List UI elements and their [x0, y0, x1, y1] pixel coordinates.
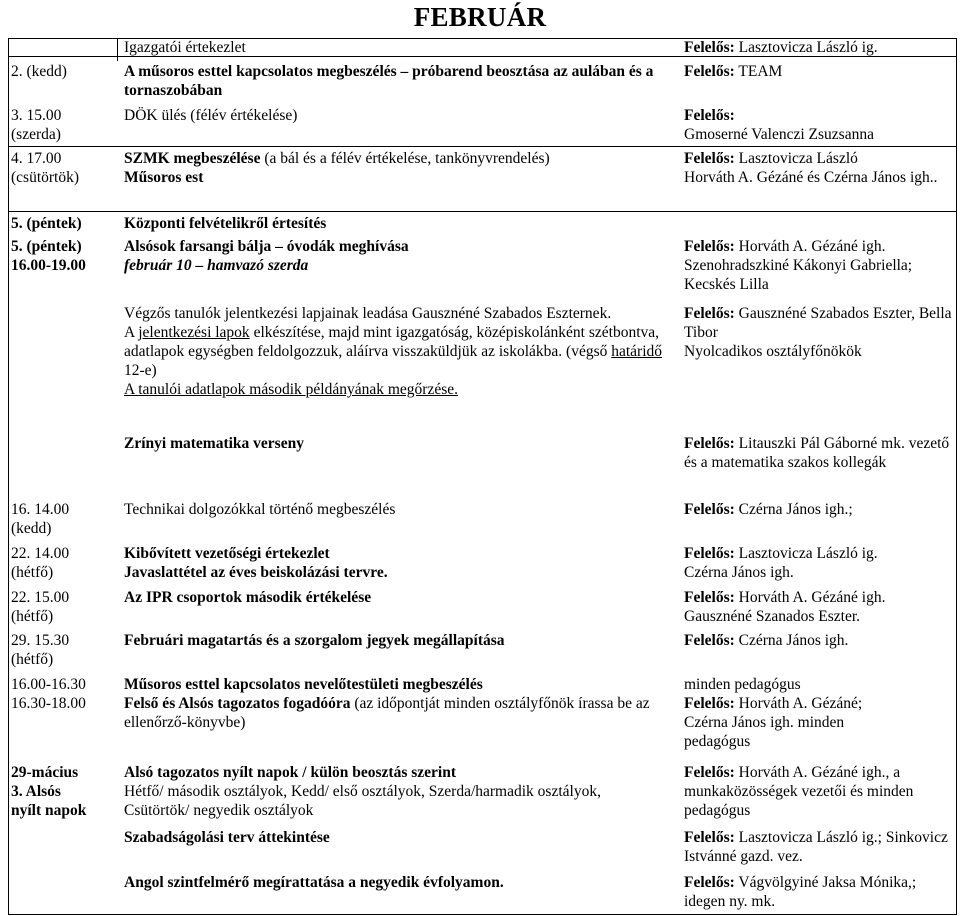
row-11-responsible: Felelős: Horváth A. Gézáné igh. Gausznéné Szanados Eszter. — [684, 589, 886, 625]
row-11-event: Az IPR csoportok második értékelése — [124, 589, 372, 606]
row-12-date: 29. 15.30 (hétfő) — [11, 632, 70, 668]
row-5-event: Központi felvételikről értesítés — [124, 215, 327, 232]
row-12-responsible-2: minden pedagógus Felelős: Horváth A. Gézáné; Czérna János igh. minden pedagógus — [684, 676, 863, 750]
row-10-date: 22. 14.00 (hétfő) — [11, 545, 70, 581]
row-15-responsible: Felelős: Vágvölgyiné Jaksa Mónika,; idegen ny. mk. — [684, 874, 917, 910]
row-13-event: Alsó tagozatos nyílt napok / külön beosztás szerint Hétfő/ második osztályok, Kedd/ első osztályok, Szerda/harmadik osztályok, Csütörtök/ negyedik osztályok — [124, 764, 601, 819]
row-divider — [8, 211, 956, 212]
row-9-date: 16. 14.00 (kedd) — [11, 501, 70, 537]
row-10-responsible: Felelős: Lasztovicza László ig. Czérna János igh. — [684, 545, 878, 581]
row-14-responsible: Felelős: Lasztovicza László ig.; Sinkovicz Istvánné gazd. vez. — [684, 829, 948, 865]
row-9-responsible: Felelős: Czérna János igh.; — [684, 501, 853, 518]
row-9-event: Technikai dolgozókkal történő megbeszélés — [124, 501, 396, 518]
row-4-date: 4. 17.00 (csütörtök) — [11, 150, 80, 186]
row-4-event: SZMK megbeszélése (a bál és a félév értékelése, tankönyvrendelés) Műsoros est — [124, 150, 550, 186]
row-2-responsible: Felelős: TEAM — [684, 63, 783, 80]
row-3-event: DÖK ülés (félév értékelése) — [124, 107, 298, 124]
table-border-left — [8, 38, 9, 915]
row-8-responsible: Felelős: Litauszki Pál Gáborné mk. vezető és a matematika szakos kollegák — [684, 435, 950, 471]
row-12-responsible: Felelős: Czérna János igh. — [684, 632, 849, 649]
responsible-label: Felelős: — [684, 39, 735, 56]
row-4-responsible: Felelős: Lasztovicza László Horváth A. Gézáné és Czérna János igh.. — [684, 150, 938, 186]
row-7-responsible: Felelős: Gausznéné Szabados Eszter, Bella Tibor Nyolcadikos osztályfőnökök — [684, 305, 952, 360]
page-title: FEBRUÁR — [413, 2, 547, 32]
row-5-date: 5. (péntek) — [11, 215, 82, 232]
row-11-date: 22. 15.00 (hétfő) — [11, 589, 70, 625]
row-2-event: A műsoros esttel kapcsolatos megbeszélés – próbarend beosztása az aulában és a tornaszobában — [124, 63, 654, 99]
row-7-event: Végzős tanulók jelentkezési lapjainak leadása Gausznéné Szabados Eszternek. A jelentkezési lapok elkészítése, majd mint igazgatóság, középiskolánként szétbontva, adatlapok egységben feldolgozzuk, aláírva visszaküldjük az iskolákba. (végső határidő 12-e) A tanulói adatlapok második példányának megőrzése. — [124, 305, 663, 398]
row-13-responsible: Felelős: Horváth A. Gézáné igh., a munkaközösségek vezetői és minden pedagógus — [684, 764, 914, 819]
row-1-event: Igazgatói értekezlet — [124, 39, 246, 56]
row-12-event: Februári magatartás és a szorgalom jegyek megállapítása — [124, 632, 505, 649]
row-6-date: 5. (péntek) 16.00-19.00 — [11, 238, 86, 274]
row-6-event: Alsósok farsangi bálja – óvodák meghívása február 10 – hamvazó szerda — [124, 238, 409, 274]
row-14-event: Szabadságolási terv áttekintése — [124, 829, 330, 846]
responsible-label: Felelős: — [684, 63, 735, 80]
row-12-time: 16.00-16.30 16.30-18.00 — [11, 676, 86, 712]
row-divider — [8, 146, 956, 147]
row-10-event: Kibővített vezetőségi értekezlet Javaslattétel az éves beiskolázási tervre. — [124, 545, 388, 581]
column-divider — [117, 38, 118, 61]
row-13-date: 29-mácius 3. Alsós nyílt napok — [11, 764, 87, 819]
row-2-date: 2. (kedd) — [11, 63, 67, 80]
row-8-event: Zrínyi matematika verseny — [124, 435, 304, 452]
table-border-bottom — [8, 914, 956, 915]
row-1-responsible: Felelős: Lasztovicza László ig. — [684, 39, 878, 56]
row-3-date: 3. 15.00 (szerda) — [11, 107, 62, 143]
table-border-right — [956, 38, 957, 915]
row-6-responsible: Felelős: Horváth A. Gézáné igh. Szenohradszkiné Kákonyi Gabriella; Kecskés Lilla — [684, 238, 913, 293]
row-15-event: Angol szintfelmérő megírattatása a negyedik évfolyamon. — [124, 874, 504, 891]
row-12-event-2: Műsoros esttel kapcsolatos nevelőtestületi megbeszélés Felső és Alsós tagozatos fogadóóra (az időpontját minden osztályfőnök írassa be az ellenőrző-könyvbe) — [124, 676, 650, 731]
row-3-responsible: Felelős: Gmoserné Valenczi Zsuzsanna — [684, 107, 874, 143]
